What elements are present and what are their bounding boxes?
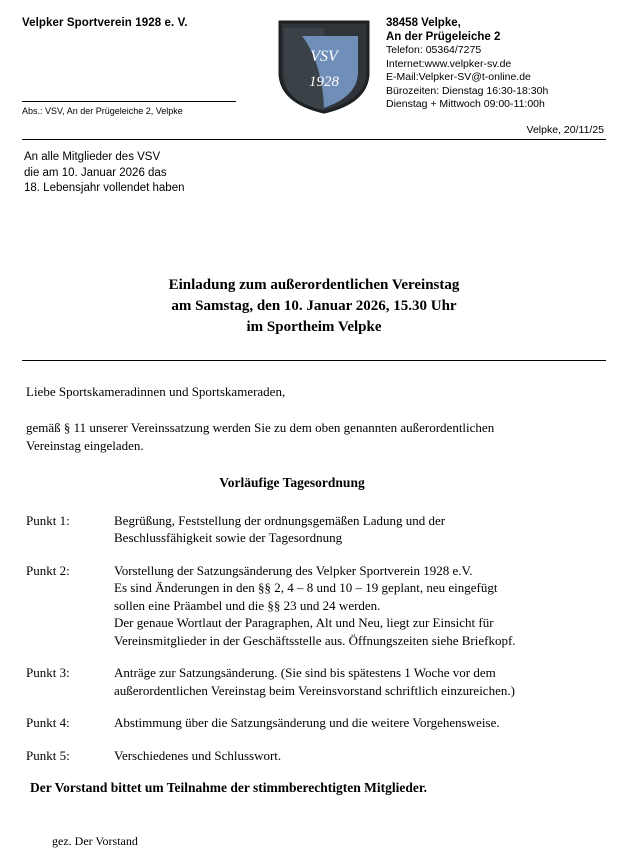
agenda-item-line: außerordentlichen Vereinstag beim Vereinsvorstand schriftlich einzureichen.) bbox=[114, 682, 584, 700]
agenda-item-line: Vereinsmitglieder in der Geschäftsstelle aus. Öffnungszeiten siehe Briefkopf. bbox=[114, 632, 584, 650]
agenda-item-line: Vorstellung der Satzungsänderung des Velpker Sportverein 1928 e.V. bbox=[114, 562, 584, 580]
title-divider bbox=[22, 360, 606, 361]
agenda-item-line: Der genaue Wortlaut der Paragraphen, Alt und Neu, liegt zur Einsicht für bbox=[114, 614, 584, 632]
agenda-item bbox=[26, 714, 596, 732]
agenda-item-label: Punkt 2: bbox=[26, 562, 114, 650]
agenda-item-text bbox=[114, 747, 596, 765]
contact-city: 38458 Velpke, bbox=[386, 16, 606, 30]
letter-body bbox=[26, 383, 596, 850]
agenda-list bbox=[26, 512, 596, 765]
recipient-line-2: die am 10. Januar 2026 das bbox=[24, 166, 606, 182]
contact-office-hours-1: Bürozeiten: Dienstag 16:30-18:30h bbox=[386, 85, 606, 99]
agenda-item-text bbox=[114, 562, 596, 650]
agenda-item-line: Beschlussfähigkeit sowie der Tagesordnung bbox=[114, 529, 584, 547]
agenda-item-line: Anträge zur Satzungsänderung. (Sie sind bis spätestens 1 Woche vor dem bbox=[114, 664, 584, 682]
date-line: Velpke, 20/11/25 bbox=[22, 124, 606, 136]
vsv-crest-icon bbox=[272, 16, 376, 116]
letter-head-left bbox=[22, 14, 270, 118]
recipient-line-3: 18. Lebensjahr vollendet haben bbox=[24, 181, 606, 197]
title-line-3: im Sportheim Velpke bbox=[22, 317, 606, 338]
contact-phone: Telefon: 05364/7275 bbox=[386, 44, 606, 58]
return-address: Abs.: VSV, An der Prügeleiche 2, Velpke bbox=[22, 106, 183, 116]
intro-line-2: Vereinstag eingeladen. bbox=[26, 437, 596, 455]
signature-line: gez. Der Vorstand bbox=[52, 833, 596, 850]
intro-paragraph bbox=[26, 419, 596, 454]
agenda-item bbox=[26, 512, 596, 547]
agenda-item bbox=[26, 747, 596, 765]
agenda-item bbox=[26, 664, 596, 699]
crest-bottom-text: 1928 bbox=[309, 74, 340, 90]
club-name: Velpker Sportverein 1928 e. V. bbox=[22, 17, 270, 29]
agenda-item-label: Punkt 1: bbox=[26, 512, 114, 547]
document-title bbox=[22, 275, 606, 338]
recipient-line-1: An alle Mitglieder des VSV bbox=[24, 150, 606, 166]
agenda-item-line: Verschiedenes und Schlusswort. bbox=[114, 747, 584, 765]
agenda-item bbox=[26, 562, 596, 650]
agenda-item-label: Punkt 4: bbox=[26, 714, 114, 732]
agenda-item-line: Es sind Änderungen in den §§ 2, 4 – 8 und 10 – 19 geplant, neu eingefügt bbox=[114, 579, 584, 597]
contact-office-hours-2: Dienstag + Mittwoch 09:00-11:00h bbox=[386, 98, 606, 112]
header-divider bbox=[22, 139, 606, 140]
crest-top-text: VSV bbox=[310, 48, 340, 65]
agenda-item-text bbox=[114, 714, 596, 732]
recipient-block bbox=[24, 150, 606, 197]
contact-street: An der Prügeleiche 2 bbox=[386, 30, 606, 44]
agenda-item-line: Abstimmung über die Satzungsänderung und die weitere Vorgehensweise. bbox=[114, 714, 584, 732]
club-logo bbox=[270, 14, 378, 116]
return-address-rule bbox=[22, 101, 236, 102]
agenda-item-text bbox=[114, 664, 596, 699]
letter-head bbox=[22, 0, 606, 122]
agenda-item-label: Punkt 5: bbox=[26, 747, 114, 765]
closing-statement: Der Vorstand bittet um Teilnahme der stimmberechtigten Mitglieder. bbox=[30, 779, 596, 797]
agenda-heading: Vorläufige Tagesordnung bbox=[0, 474, 596, 492]
agenda-item-line: Begrüßung, Feststellung der ordnungsgemäßen Ladung und der bbox=[114, 512, 584, 530]
agenda-item-line: sollen eine Präambel und die §§ 23 und 24 werden. bbox=[114, 597, 584, 615]
contact-website: Internet:www.velpker-sv.de bbox=[386, 58, 606, 72]
agenda-item-label: Punkt 3: bbox=[26, 664, 114, 699]
title-line-2: am Samstag, den 10. Januar 2026, 15.30 Uhr bbox=[22, 296, 606, 317]
contact-email: E-Mail:Velpker-SV@t-online.de bbox=[386, 71, 606, 85]
contact-block bbox=[378, 14, 606, 112]
intro-line-1: gemäß § 11 unserer Vereinssatzung werden Sie zu dem oben genannten außerordentlichen bbox=[26, 419, 596, 437]
agenda-item-text bbox=[114, 512, 596, 547]
greeting: Liebe Sportskameradinnen und Sportskameraden, bbox=[26, 383, 596, 401]
title-line-1: Einladung zum außerordentlichen Vereinstag bbox=[22, 275, 606, 296]
